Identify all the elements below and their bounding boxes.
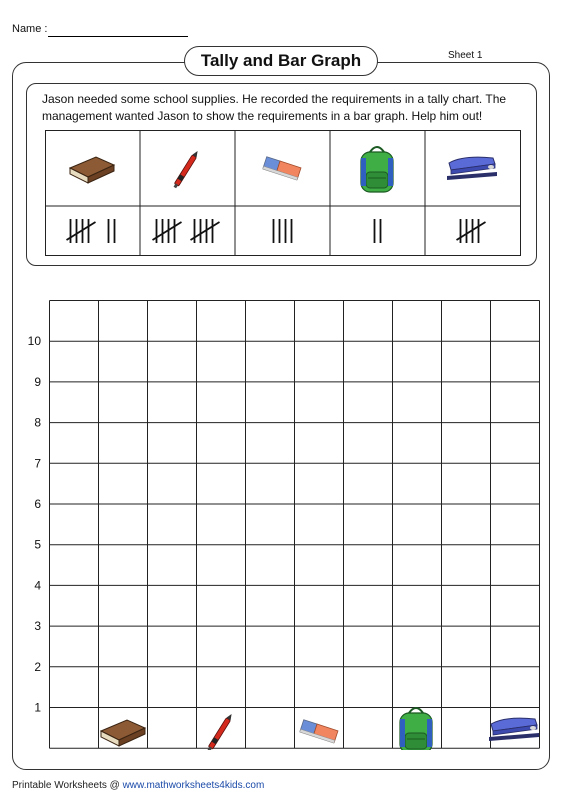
y-tick-label: 1	[34, 700, 41, 715]
tally-mark-group	[153, 219, 220, 243]
bar-graph	[25, 290, 545, 750]
page-title: Tally and Bar Graph	[184, 46, 378, 76]
y-tick-label: 5	[34, 537, 41, 552]
tally-mark-group	[457, 219, 486, 243]
y-tick-label: 7	[34, 456, 41, 471]
name-line[interactable]	[48, 36, 188, 37]
y-tick-label: 3	[34, 619, 41, 634]
tally-mark-group	[274, 219, 292, 243]
tally-mark-group	[67, 219, 115, 243]
y-tick-label: 6	[34, 497, 41, 511]
eraser-icon	[300, 720, 338, 743]
y-tick-label: 8	[34, 415, 41, 430]
instructions-text: Jason needed some school supplies. He recorded the requirements in a tally chart. The management wanted Jason to show the requirements in a bar graph. Help him out!	[42, 92, 507, 123]
graph-grid	[50, 301, 540, 749]
book-icon	[101, 720, 145, 746]
eraser-icon	[263, 157, 301, 180]
backpack-icon	[400, 708, 432, 750]
pen-icon	[207, 713, 234, 750]
stapler-icon	[447, 157, 497, 180]
footer	[12, 780, 264, 791]
graph-y-ticks	[28, 334, 42, 714]
y-tick-label: 9	[34, 374, 41, 389]
sheet-label: Sheet 1	[448, 50, 483, 61]
name-label: Name :	[12, 23, 48, 35]
stapler-icon	[489, 718, 539, 741]
y-tick-label: 4	[34, 578, 41, 593]
tally-marks	[67, 219, 486, 243]
backpack-icon	[361, 147, 393, 192]
y-tick-label: 2	[34, 659, 41, 674]
footer-url[interactable]: www.mathworksheets4kids.com	[122, 780, 265, 791]
tally-mark-group	[375, 219, 381, 243]
graph-x-icons	[101, 708, 539, 750]
y-tick-label: 10	[27, 334, 41, 349]
pen-icon	[173, 150, 200, 189]
footer-prefix: Printable Worksheets @	[12, 780, 123, 791]
book-icon	[70, 157, 114, 183]
tally-table	[45, 130, 521, 256]
